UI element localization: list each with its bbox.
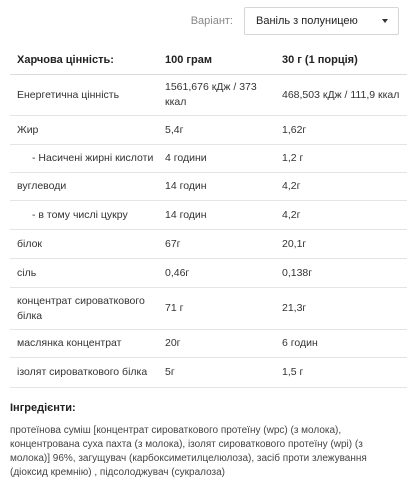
row-name: білок (17, 237, 43, 250)
nutrition-header-row (10, 45, 407, 75)
nutrition-row-whey-concentrate (10, 288, 407, 330)
nutrition-row-saturated-fat (10, 145, 407, 173)
row-per100: 1561,676 кДж / 373 ккал (165, 81, 257, 108)
row-name: - Насичені жирні кислоти (32, 152, 154, 164)
row-per100: 5г (165, 366, 175, 378)
row-name: Жир (17, 123, 39, 136)
ingredients-text: протеїнова суміш [концентрат сироваткового протеїну (wpc) (з молока), концентрована суха пахта (з молока), ізолят сироваткового протеїну (wpi) (з молока)] 96%, загущувач (карбоксиметилцелюлоза), засіб проти злежування (діоксид кремнію) , підсолоджувач (сукралоза) (10, 425, 367, 478)
nutrition-row-fat (10, 116, 407, 145)
row-portion: 1,5 г (282, 366, 304, 378)
row-per100: 14 годин (165, 208, 207, 221)
header-portion: 30 г (1 порція) (282, 53, 358, 66)
nutrition-row-salt (10, 259, 407, 288)
ingredients-title: Інгредієнти: (10, 402, 76, 414)
row-per100: 4 години (165, 152, 207, 164)
nutrition-row-protein (10, 230, 407, 259)
row-name: - в тому числі цукру (32, 208, 128, 221)
chevron-down-icon (382, 19, 388, 23)
variant-selector-row (191, 6, 399, 36)
variant-selected-value: Ваніль з полуницею (256, 15, 358, 27)
row-per100: 0,46г (165, 266, 190, 279)
row-portion: 4,2г (282, 180, 301, 192)
row-per100: 67г (165, 237, 181, 250)
row-name: маслянка концентрат (17, 337, 122, 349)
nutrition-row-sugars (10, 201, 407, 230)
row-name: ізолят сироваткового білка (17, 366, 148, 378)
header-name: Харчова цінність: (17, 53, 114, 66)
nutrition-row-carbohydrates (10, 173, 407, 201)
row-portion: 1,2 г (282, 152, 304, 164)
variant-label: Варіант: (190, 15, 233, 27)
nutrition-row-buttermilk-concentrate (10, 330, 407, 358)
row-per100: 71 г (165, 302, 184, 314)
nutrition-row-energy (10, 75, 407, 116)
row-portion: 0,138г (282, 266, 313, 279)
header-per100: 100 грам (165, 53, 212, 66)
row-name: вуглеводи (17, 180, 67, 192)
nutrition-row-whey-isolate (10, 358, 407, 388)
row-portion: 4,2г (282, 208, 301, 221)
variant-dropdown[interactable] (244, 7, 399, 35)
row-portion: 468,503 кДж / 111,9 ккал (282, 88, 400, 101)
row-name: Енергетична цінність (17, 88, 120, 101)
row-portion: 1,62г (282, 123, 307, 136)
row-per100: 20г (165, 337, 181, 349)
row-name: концентрат сироваткового білка (17, 294, 145, 322)
row-portion: 21,3г (282, 302, 307, 314)
ingredients-section (10, 402, 405, 480)
row-portion: 6 годин (282, 337, 318, 349)
row-portion: 20,1г (282, 237, 307, 250)
row-per100: 5,4г (165, 123, 184, 136)
nutrition-table (10, 45, 407, 388)
row-name: сіль (17, 266, 37, 279)
row-per100: 14 годин (165, 180, 207, 192)
